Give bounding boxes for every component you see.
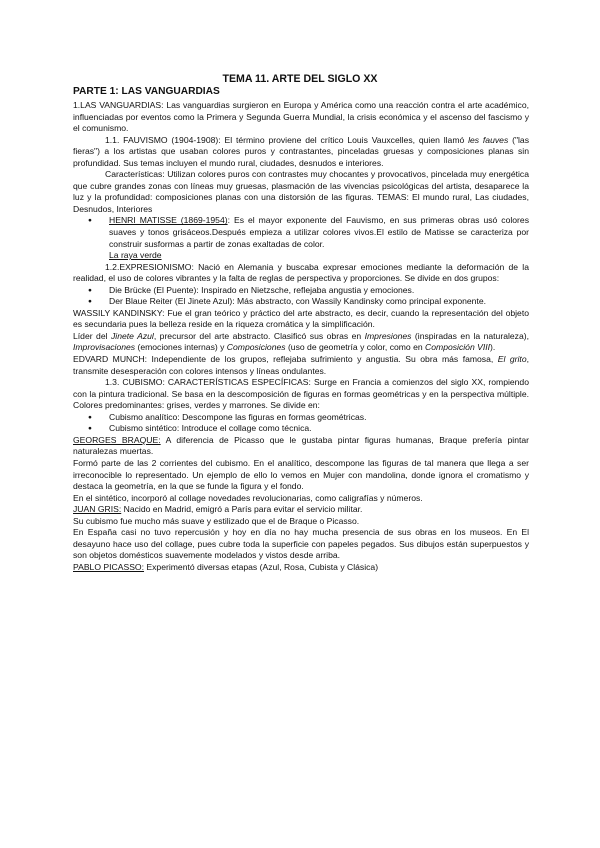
- artist-name: JUAN GRIS:: [73, 504, 122, 515]
- kandinsky-paragraph: WASSILY KANDINSKY: Fue el gran teórico y práctico del arte abstracto, es decir, cuando la representación del objeto es secundaria pues la belleza reside en la riqueza cromática y la simplificación.: [73, 307, 529, 330]
- list-item: ● HENRI MATISSE (1869-1954): Es el mayor exponente del Fauvismo, en sus primeras obras usó colores suaves y tonos grisáceos.Después empieza a utilizar colores vivos.El estilo de Matisse se caracteriza por construir susformas a partir de zonas exaltadas de color.: [73, 215, 529, 250]
- list-item: ● Die Brücke (El Puente): Inspirado en Nietzsche, reflejaba angustia y emociones.: [73, 285, 529, 297]
- cubismo-list: [73, 412, 529, 435]
- part-heading: PARTE 1: LAS VANGUARDIAS: [73, 86, 220, 97]
- picasso-paragraph: PABLO PICASSO: Experimentó diversas etapas (Azul, Rosa, Cubista y Clásica): [73, 561, 379, 572]
- list-item: ● Der Blaue Reiter (El Jinete Azul): Más abstracto, con Wassily Kandinsky como principal exponente.: [73, 296, 529, 308]
- artist-name: PABLO PICASSO:: [73, 561, 145, 572]
- artist-name: HENRI MATISSE (1869-1954): [109, 215, 228, 226]
- munch-paragraph: EDVARD MUNCH: Independiente de los grupos, reflejaba sufrimiento y angustia. Su obra más famosa, El grito, transmite desesperación con colores intensos y líneas ondulantes.: [73, 354, 529, 376]
- gris-spain-paragraph: En España casi no tuvo repercusión y hoy en día no hay mucha presencia de sus obras en los museos. En El desayuno hace uso del collage, pues cubre toda la superficie con papeles pegados. Sus dibujos están superpuestos y son objetos domésticos suavemente modelados y vistos desde arriba.: [73, 527, 529, 561]
- work-title: La raya verde: [109, 250, 162, 261]
- artist-name: GEORGES BRAQUE:: [73, 434, 161, 445]
- intro-paragraph: 1.LAS VANGUARDIAS: Las vanguardias surgieron en Europa y América como una reacción contra el arte académico, influenciadas por eventos como la Primera y Segunda Guerra Mundial, la crisis económica y el ascenso del fascismo y el comunismo.: [73, 100, 529, 134]
- list-item: ● Cubismo sintético: Introduce el collage como técnica.: [73, 423, 529, 435]
- gris-paragraph: JUAN GRIS: Nacido en Madrid, emigró a París para evitar el servicio militar.: [73, 504, 363, 515]
- expresionismo-list: [73, 285, 529, 308]
- braque-paragraph: GEORGES BRAQUE: A diferencia de Picasso que le gustaba pintar figuras humanas, Braque prefería pintar naturalezas muertas.: [73, 434, 529, 457]
- braque-synthetic-paragraph: En el sintético, incorporó al collage novedades revolucionarias, como caligrafías y números.: [73, 492, 423, 503]
- braque-analytic-paragraph: Formó parte de las 2 corrientes del cubismo. En el analítico, descompone las figuras de tal manera que llega a ser irreconocible lo representado. Un ejemplo de ello lo vemos en Mujer con mandolina, donde ignora el cromatismo y destaca la geometría, en la que se funde la figura y el fondo.: [73, 457, 529, 492]
- cubismo-paragraph: 1.3. CUBISMO: CARACTERÍSTICAS ESPECÍFICAS: Surge en Francia a comienzos del siglo XX, rompiendo con la pintura tradicional. Se basa en la descomposición de figuras en formas geométricas y en la perspectiva múltiple. Colores predominantes: grises, verdes y marrones. Se divide en:: [73, 377, 529, 411]
- list-item: ● Cubismo analítico: Descompone las figuras en formas geométricas.: [73, 412, 529, 424]
- document-body: [73, 100, 529, 573]
- expresionismo-paragraph: 1.2.EXPRESIONISMO: Nació en Alemania y buscaba expresar emociones mediante la deformación de la realidad, el uso de colores vibrantes y la falta de reglas de perspectiva y proporciones. Se divide en dos grupos:: [73, 261, 529, 284]
- gris-style-paragraph: Su cubismo fue mucho más suave y estilizado que el de Braque o Picasso.: [73, 515, 360, 526]
- kandinsky-works-paragraph: Líder del Jinete Azul, precursor del arte abstracto. Clasificó sus obras en Impresiones (inspiradas en la naturaleza), Improvisaciones (emociones internas) y Composiciones (uso de geometría y color, como en Composición VIII).: [73, 330, 529, 353]
- document-title: TEMA 11. ARTE DEL SIGLO XX: [222, 73, 378, 85]
- fauvismo-paragraph: 1.1. FAUVISMO (1904-1908): El término proviene del crítico Louis Vauxcelles, quien llamó les fauves ("las fieras") a los artistas que usaban colores puros y contrastantes, pinceladas gruesas y composiciones planas sin profundidad. Sus temas incluyen el mundo rural, ciudades, desnudos e interiores.: [73, 134, 529, 168]
- matisse-list: [73, 215, 529, 250]
- fauvismo-characteristics: Características: Utilizan colores puros con contrastes muy chocantes y provocativos, pincelada muy energética que cubre grandes zonas con líneas muy gruesas, plasmación de las vivencias psicológicas del artista, desaparece la luz y la profundidad: composiciones planas con una distorsión de las figuras. TEMAS: El mundo rural, Las ciudades, Desnudos, Interiores: [73, 169, 529, 214]
- emphasis-text: les fauves: [468, 134, 509, 145]
